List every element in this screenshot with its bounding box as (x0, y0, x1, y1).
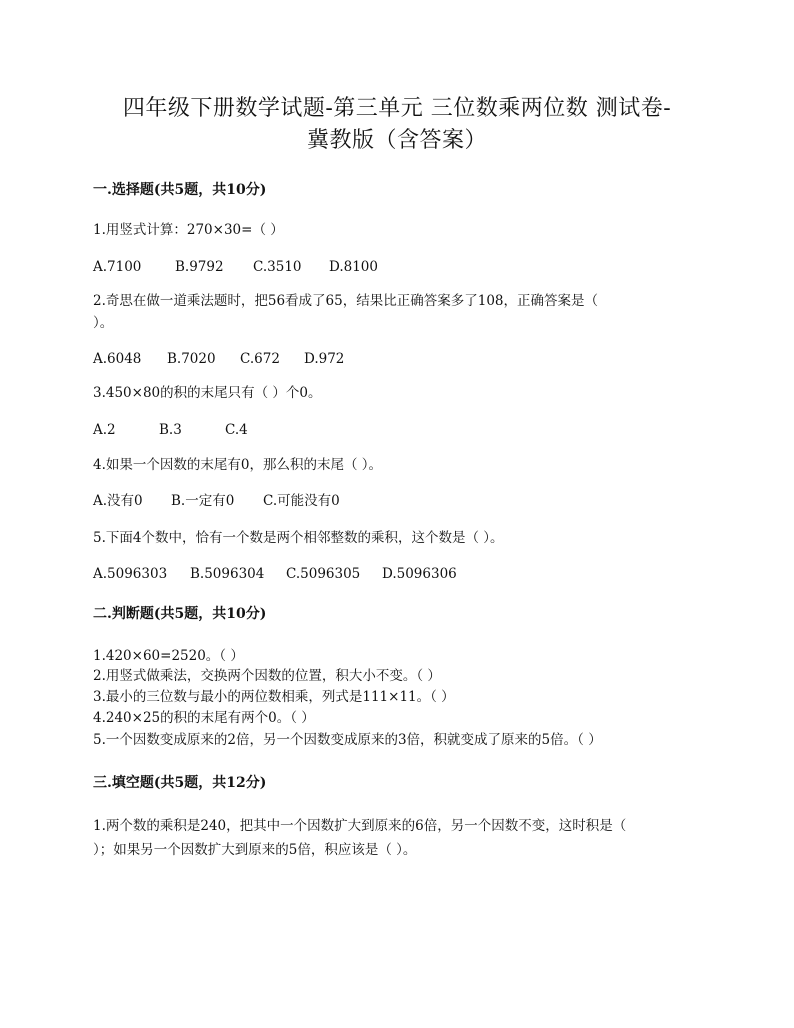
options-row (93, 257, 378, 277)
options-row (93, 349, 344, 369)
option-d: D.8100 (329, 259, 378, 275)
option-a: A.7100 (93, 259, 142, 275)
section-heading-judge: 二.判断题(共5题，共10分) (93, 606, 267, 622)
judge-item: 1.420×60=2520。（ ） (93, 648, 244, 664)
option-b: B.一定有0 (171, 493, 235, 509)
option-c: C.5096305 (286, 566, 361, 582)
page-title-line1: 四年级下册数学试题-第三单元 三位数乘两位数 测试卷- (122, 96, 672, 121)
option-c: C.3510 (253, 259, 302, 275)
judge-item: 3.最小的三位数与最小的两位数相乘，列式是111×11。（ ） (93, 689, 455, 705)
question-text: 3.450×80的积的末尾只有（ ）个0。 (93, 385, 322, 401)
judge-item: 5.一个因数变成原来的2倍，另一个因数变成原来的3倍，积就变成了原来的5倍。（ ） (93, 732, 602, 748)
section-heading-choice: 一.选择题(共5题，共10分) (93, 182, 267, 198)
option-c: C.可能没有0 (263, 493, 340, 509)
option-a: A.没有0 (93, 493, 143, 509)
option-b: B.7020 (167, 351, 216, 367)
option-c: C.4 (225, 422, 248, 438)
question-text: 1.两个数的乘积是240，把其中一个因数扩大到原来的6倍，另一个因数不变，这时积是（ (93, 818, 627, 834)
options-row (93, 564, 457, 584)
question-text-cont: ）。 (93, 315, 114, 331)
judge-item: 4.240×25的积的末尾有两个0。（ ） (93, 710, 315, 726)
option-d: D.972 (304, 351, 345, 367)
option-a: A.5096303 (93, 566, 168, 582)
option-b: B.3 (159, 422, 182, 438)
question-text: 2.奇思在做一道乘法题时，把56看成了65，结果比正确答案多了108，正确答案是（ (93, 293, 599, 309)
option-b: B.5096304 (190, 566, 265, 582)
options-row (93, 491, 340, 511)
question-text: 4.如果一个因数的末尾有0，那么积的末尾（ ）。 (93, 457, 383, 473)
options-row (93, 420, 248, 440)
option-d: D.5096306 (382, 566, 457, 582)
option-a: A.2 (93, 422, 116, 438)
question-text-cont: ）；如果另一个因数扩大到原来的5倍，积应该是（ ）。 (93, 842, 417, 858)
judge-item: 2.用竖式做乘法，交换两个因数的位置，积大小不变。（ ） (93, 668, 441, 684)
option-a: A.6048 (93, 351, 142, 367)
question-text: 1.用竖式计算：270×30=（ ） (93, 222, 284, 238)
section-heading-fill: 三.填空题(共5题，共12分) (93, 775, 267, 791)
page-title-line2: 冀教版（含答案） (306, 128, 487, 153)
question-text: 5.下面4个数中，恰有一个数是两个相邻整数的乘积，这个数是（ ）。 (93, 530, 504, 546)
option-c: C.672 (240, 351, 280, 367)
option-b: B.9792 (175, 259, 224, 275)
